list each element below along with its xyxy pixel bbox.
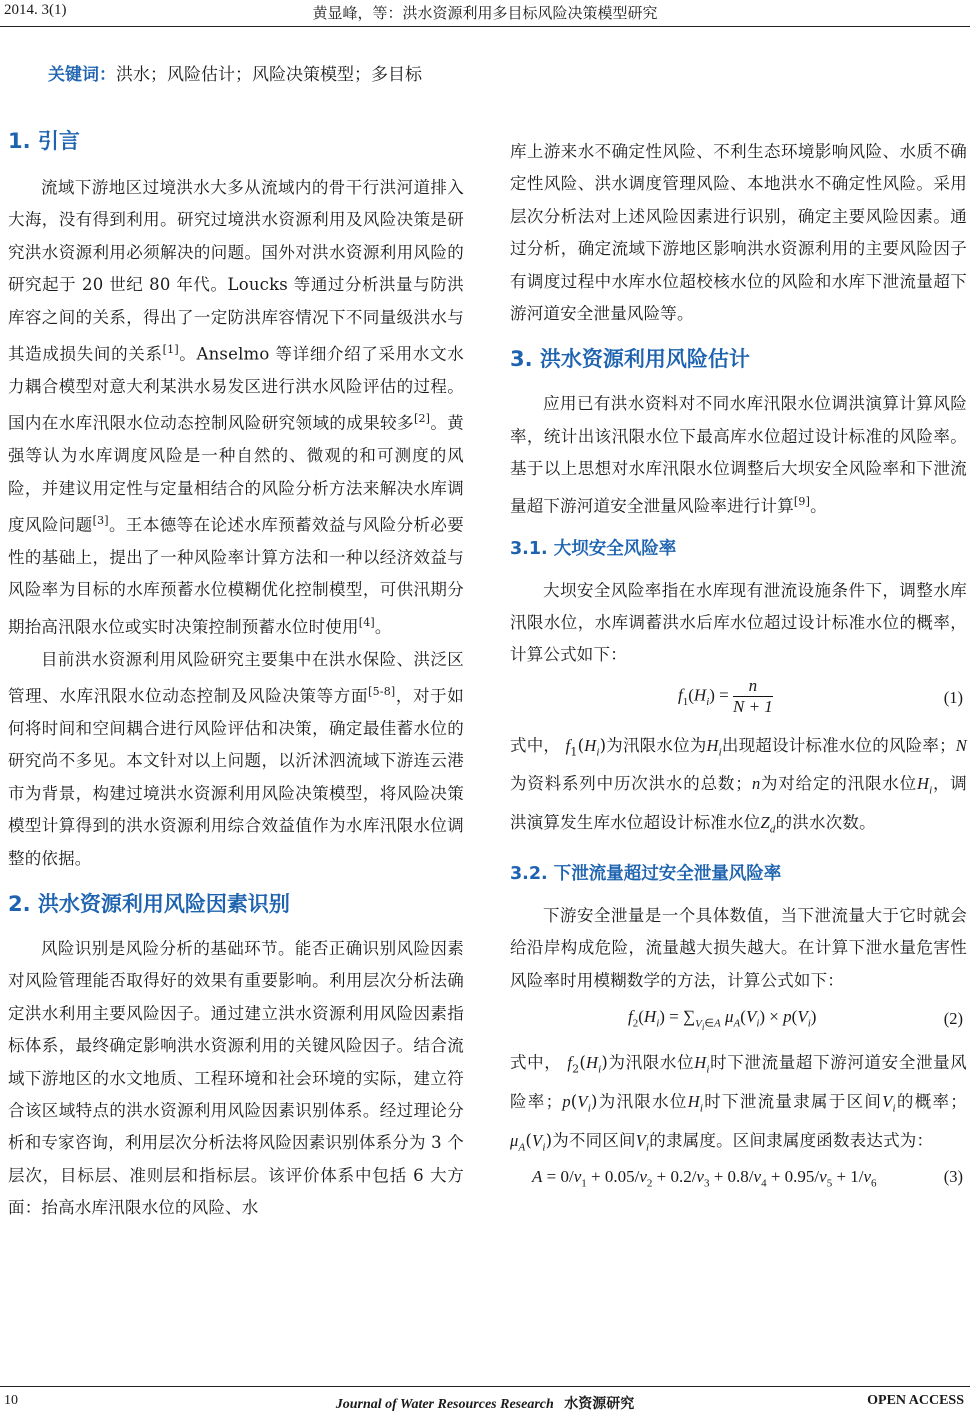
equation-1-body: $f_1(H_i)$ = $\frac{n}{N + 1}$: [678, 675, 773, 716]
section-3-2-title: 3.2. 下泄流量超过安全泄量风险率: [510, 863, 782, 884]
section-3-title: 3. 洪水资源利用风险估计: [510, 347, 750, 372]
right-column: [510, 136, 967, 1203]
citation-9[interactable]: [9]: [793, 494, 811, 508]
equation-2-explanation: 式中， $f_2(H_i)$为汛限水位$H_i$时下泄流量超下游河道安全泄量风险率；$p(V_i)$为汛限水位$H_i$时下泄流量隶属于区间$V_i$的概率；$\mu_A(V_i)$为不同区间$V_i$的隶属度。区间隶属度函数表达式为：: [510, 1053, 968, 1153]
issue-number: 2014. 3(1): [4, 2, 67, 18]
equation-3: [510, 1163, 967, 1203]
equation-1: [510, 672, 967, 730]
citation-1[interactable]: [1]: [162, 343, 179, 357]
equation-2-body: $f_2(H_i) = \sum_{V_i\in A}$ $\mu_A(V_i) \times p(V_i)$: [628, 1007, 817, 1032]
risk-identification-continued: 库上游来水不确定性风险、不利生态环境影响风险、水质不确定性风险、洪水调度管理风险、本地洪水不确定性风险。采用层次分析法对上述风险因素进行识别，确定主要风险因素。通过分析，确定流域下游地区影响洪水资源利用的主要风险因子有调度过程中水库水位超校核水位的风险和水库下泄流量超下游河道安全泄量风险等。: [510, 142, 967, 324]
citation-5-8[interactable]: [5-8]: [368, 685, 396, 699]
equation-3-body: $A = 0/v_1 + 0.05/v_2 + 0.2/v_3 + 0.8/v_4 + 0.95/v_5 + 1/v_6$: [532, 1167, 877, 1190]
equation-3-number: (3): [943, 1167, 963, 1187]
risk-estimation-paragraph: 应用已有洪水资料对不同水库汛限水位调洪演算计算风险率，统计出该汛限水位下最高库水位超过设计标准的风险率。基于以上思想对水库汛限水位调整后大坝安全风险率和下泄流量超下游河道安全泄量风险率进行计算[9]。: [510, 394, 967, 516]
running-title: 黄显峰，等：洪水资源利用多目标风险决策模型研究: [312, 4, 658, 22]
intro-paragraph-1: 流域下游地区过境洪水大多从流域内的骨干行洪河道排入大海，没有得到利用。研究过境洪水资源利用及风险决策是研究洪水资源利用必须解决的问题。国外对洪水资源利用风险的研究起于 20 世纪 80 年代。Loucks 等通过分析洪量与防洪库容之间的关系，得出了一定防洪库容情况下不同量级洪水与其造成损失间的关系[1]。Anselmo 等详细介绍了采用水文水力耦合模型对意大利某洪水易发区进行洪水风险评估的过程。国内在水库汛限水位动态控制风险研究领域的成果较多[2]。黄强等认为水库调度风险是一种自然的、微观的和可测度的风险，并建议用定性与定量相结合的风险分析方法来解决水库调度风险问题[3]。王本德等在论述水库预蓄效益与风险分析必要性的基础上，提出了一种风险率计算方法和一种以经济效益与风险率为目标的水库预蓄水位模糊优化控制模型，可供汛期分期抬高汛限水位或实时决策控制预蓄水位时使用[4]。: [8, 178, 465, 637]
citation-2[interactable]: [2]: [413, 412, 431, 426]
keywords-label: 关键词：: [48, 65, 116, 85]
equation-2: [510, 997, 967, 1047]
equation-1-number: (1): [943, 687, 963, 707]
page-number: 10: [4, 1393, 18, 1408]
page-header: [0, 0, 970, 27]
open-access-label: OPEN ACCESS: [867, 1393, 964, 1408]
page-footer: [0, 1386, 970, 1414]
left-column: [8, 126, 464, 1225]
dam-safety-paragraph: 大坝安全风险率指在水库现有泄流设施条件下，调整水库汛限水位，水库调蓄洪水后库水位超过设计标准水位的概率，计算公式如下：: [510, 580, 967, 665]
intro-paragraph-2: 目前洪水资源利用风险研究主要集中在洪水保险、洪泛区管理、水库汛限水位动态控制及风险决策等方面[5-8]，对于如何将时间和空间耦合进行风险评估和决策，确定最佳蓄水位的研究尚不多见。本文针对以上问题，以沂沭泗流域下游连云港市为背景，构建过境洪水资源利用风险决策模型，将风险决策模型计算得到的洪水资源利用综合效益值作为水库汛限水位调整的依据。: [8, 649, 464, 868]
equation-1-explanation: 式中， $f_1(H_i)$为汛限水位为$H_i$出现超设计标准水位的风险率；N为资料系列中历次洪水的总数；n为对给定的汛限水位$H_i$，调洪演算发生库水位超设计标准水位$Z_d$的洪水次数。: [510, 735, 967, 836]
citation-3[interactable]: [3]: [92, 514, 109, 528]
equation-2-number: (2): [943, 1009, 963, 1029]
keywords-text: 洪水；风险估计；风险决策模型；多目标: [116, 65, 422, 85]
section-2-title: 2. 洪水资源利用风险因素识别: [8, 892, 290, 917]
citation-4[interactable]: [4]: [358, 615, 375, 629]
section-1-title: 1. 引言: [8, 129, 80, 153]
journal-name: Journal of Water Resources Research 水资源研究: [335, 1396, 635, 1412]
discharge-risk-paragraph: 下游安全泄量是一个具体数值，当下泄流量大于它时就会给沿岸构成危险，流量越大损失越大。在计算下泄水量危害性风险率时用模糊数学的方法，计算公式如下：: [510, 905, 967, 990]
risk-identification-paragraph: 风险识别是风险分析的基础环节。能否正确识别风险因素对风险管理能否取得好的效果有重要影响。利用层次分析法确定洪水利用主要风险因子。通过建立洪水资源利用风险因素指标体系，最终确定影响洪水资源利用的关键风险因子。结合流域下游地区的水文地质、工程环境和社会环境的实际，建立符合该区域特点的洪水资源利用风险因素识别体系。经过理论分析和专家咨询，利用层次分析法将风险因素识别体系分为 3 个层次，目标层、准则层和指标层。该评价体系中包括 6 大方面：抬高水库汛限水位的风险、水: [8, 939, 464, 1218]
keywords: [48, 60, 422, 85]
section-3-1-title: 3.1. 大坝安全风险率: [510, 538, 677, 559]
